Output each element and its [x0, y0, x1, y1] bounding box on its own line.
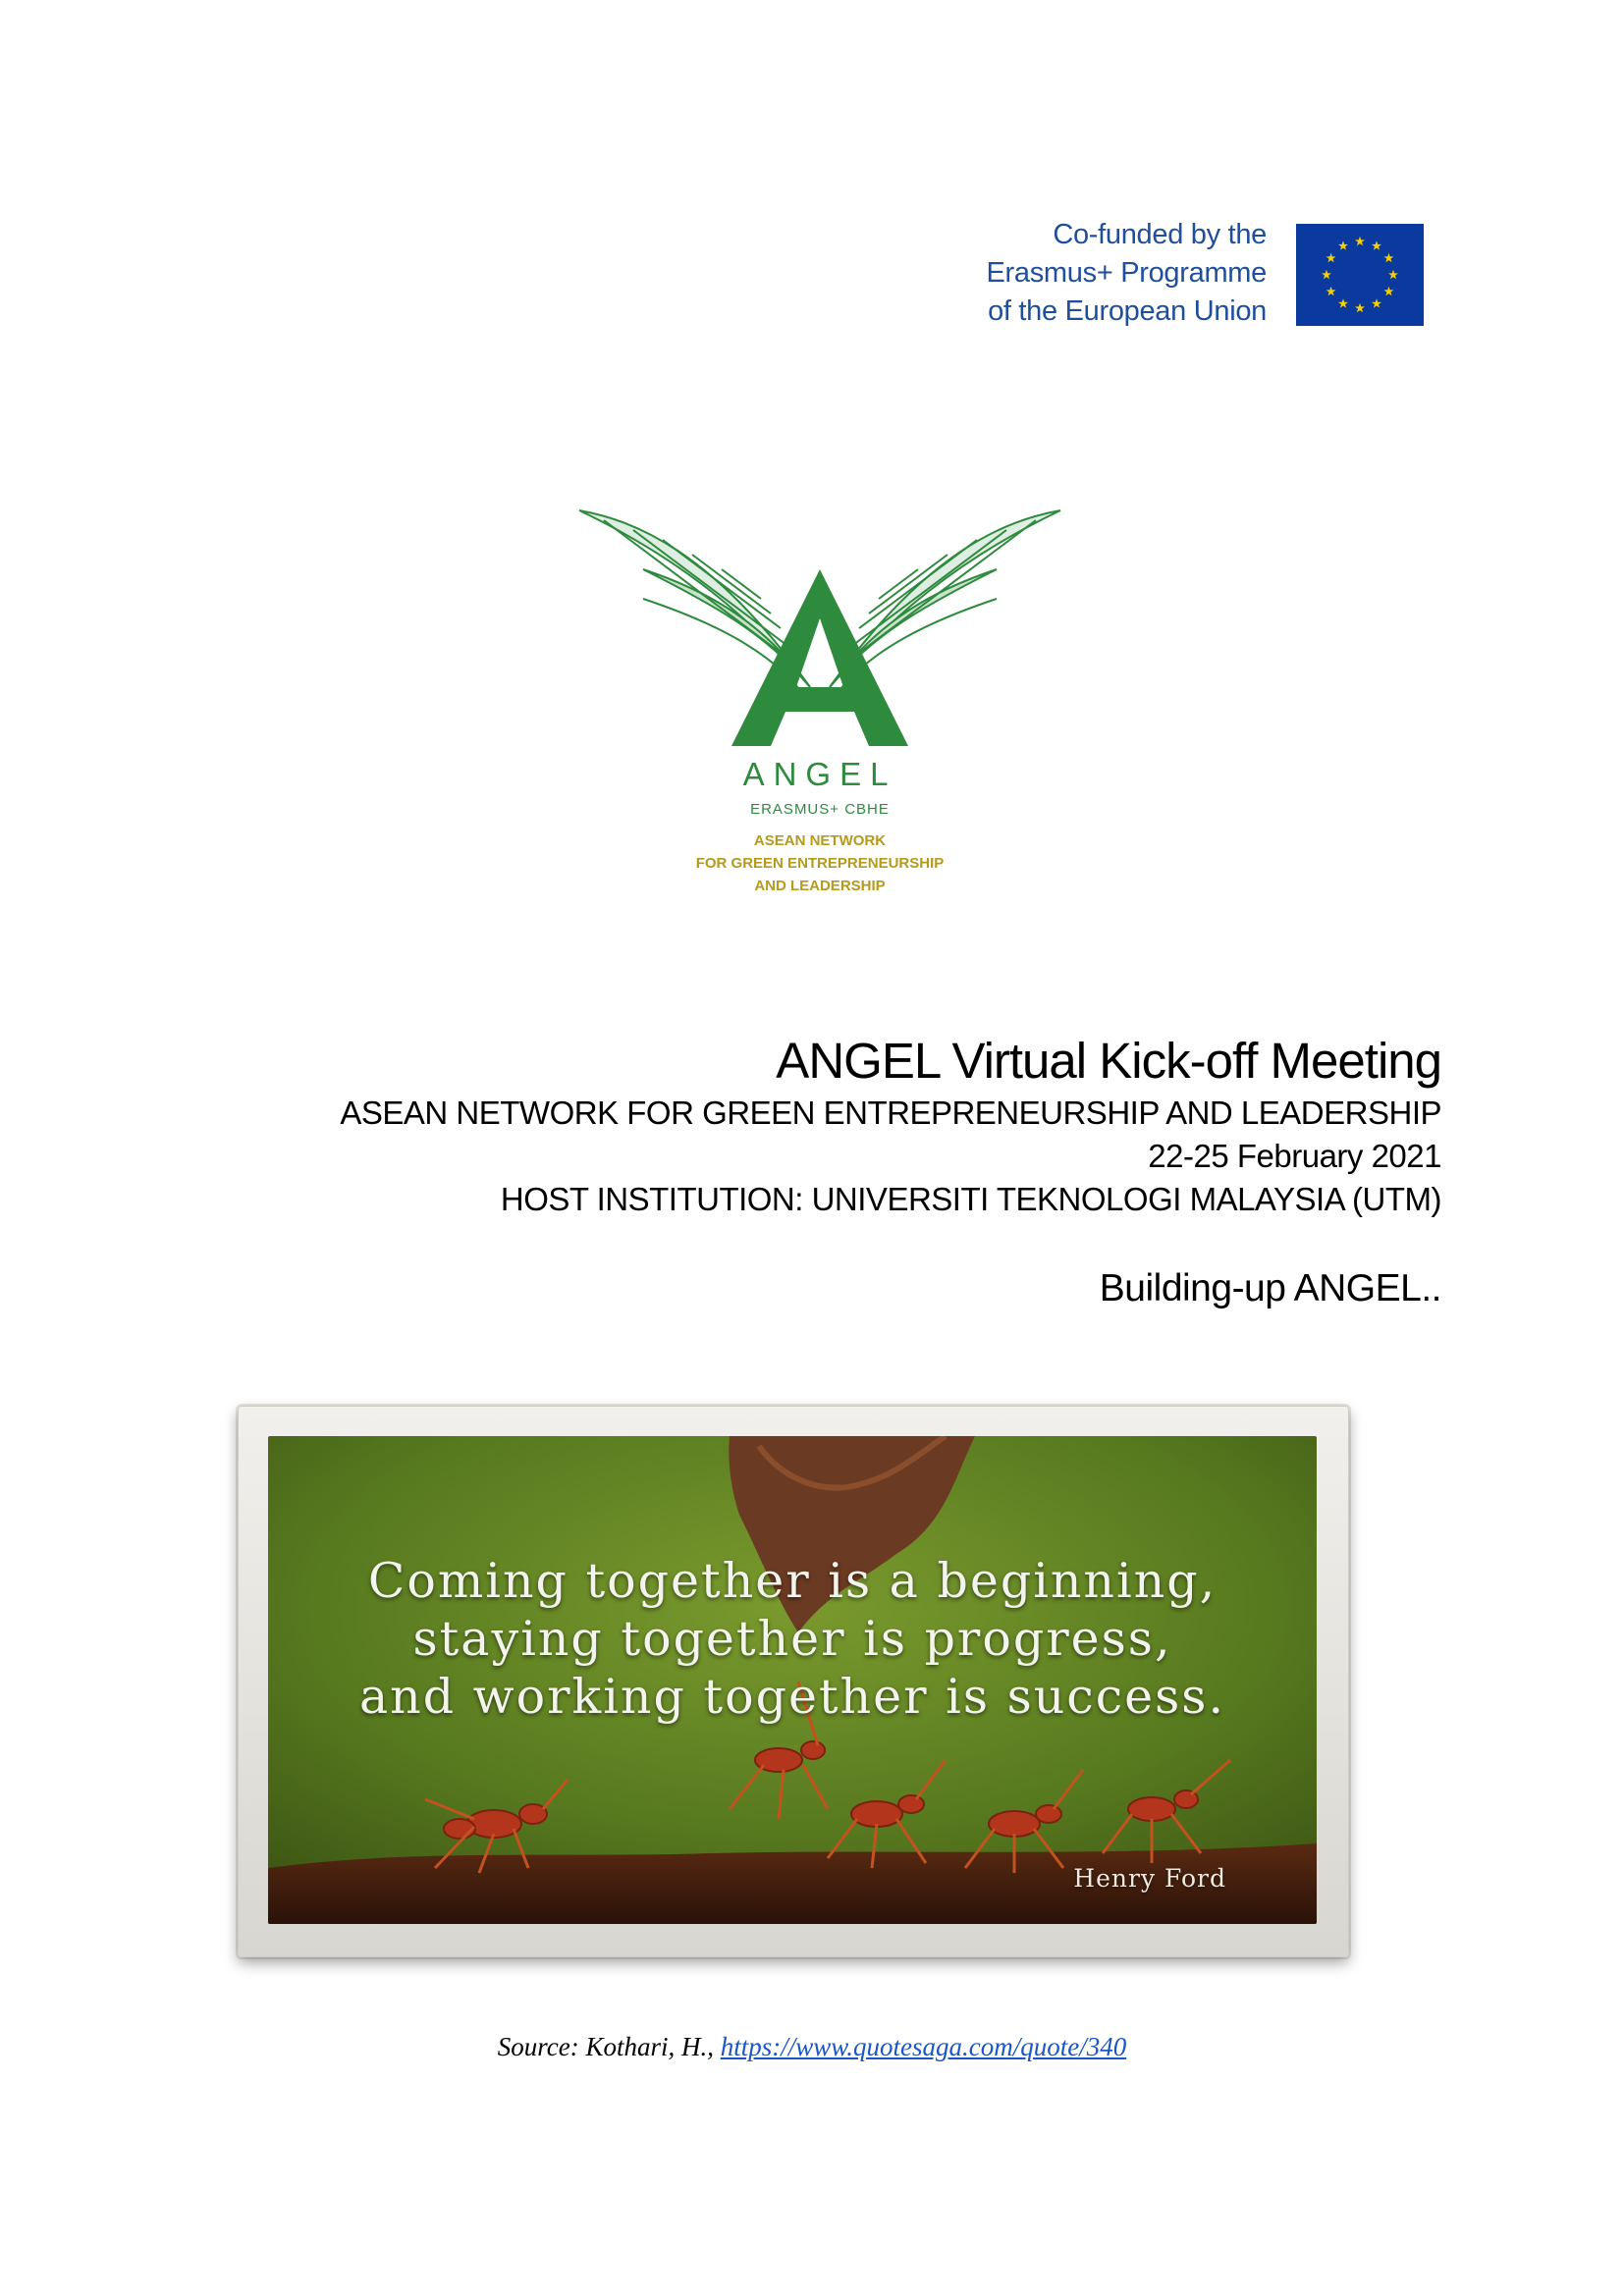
quote-line-3: and working together is success.: [358, 1669, 1226, 1725]
eu-star-icon: [1355, 303, 1365, 312]
quote-photo: [268, 1436, 1317, 1924]
meeting-title: ANGEL Virtual Kick-off Meeting: [776, 1033, 1441, 1089]
source-link[interactable]: https://www.quotesaga.com/quote/340: [720, 2032, 1127, 2061]
angel-logo: [574, 501, 1065, 893]
logo-erasmus-label: ERASMUS+ CBHE: [750, 801, 890, 818]
host-institution: HOST INSTITUTION: UNIVERSITI TEKNOLOGI MALAYSIA (UTM): [500, 1181, 1441, 1217]
eu-star-icon: [1384, 253, 1394, 262]
logo-network-name: [574, 829, 1065, 897]
angel-wings-icon: [574, 501, 1065, 756]
eu-star-icon: [1338, 298, 1348, 307]
eu-star-icon: [1355, 237, 1365, 245]
eu-cofunding-text: [987, 216, 1268, 331]
eu-cofunding-block: [982, 216, 1424, 334]
eu-star-icon: [1338, 240, 1348, 249]
source-prefix: Source: Kothari, H.,: [497, 2032, 721, 2061]
eu-star-icon: [1388, 270, 1398, 279]
eu-star-icon: [1326, 253, 1336, 262]
meeting-subtitle: ASEAN NETWORK FOR GREEN ENTREPRENEURSHIP AND LEADERSHIP: [340, 1095, 1441, 1131]
meeting-heading: [165, 1031, 1441, 1313]
eu-star-icon: [1326, 287, 1336, 295]
quote-line-2: staying together is progress,: [412, 1611, 1172, 1667]
logo-network-line-1: ASEAN NETWORK: [753, 832, 887, 849]
eu-star-icon: [1372, 240, 1381, 249]
meeting-date: 22-25 February 2021: [1148, 1138, 1441, 1174]
quote-line-1: Coming together is a beginning,: [367, 1553, 1218, 1609]
eu-line-3: of the European Union: [988, 295, 1267, 327]
tagline: Building-up ANGEL..: [1099, 1267, 1441, 1309]
eu-line-2: Erasmus+ Programme: [986, 257, 1267, 289]
eu-star-icon: [1322, 270, 1331, 279]
logo-network-line-3: AND LEADERSHIP: [754, 878, 886, 894]
quote-image-frame: [238, 1406, 1349, 1957]
eu-star-icon: [1372, 298, 1381, 307]
quote-author: Henry Ford: [1073, 1864, 1226, 1893]
logo-title: ANGEL: [742, 756, 897, 792]
eu-star-icon: [1384, 287, 1394, 295]
logo-network-line-2: FOR GREEN ENTREPRENEURSHIP: [695, 855, 945, 872]
eu-flag-icon: [1296, 224, 1424, 326]
source-citation: [0, 2032, 1624, 2062]
eu-line-1: Co-funded by the: [1053, 219, 1267, 250]
quote-text: [268, 1552, 1317, 1726]
